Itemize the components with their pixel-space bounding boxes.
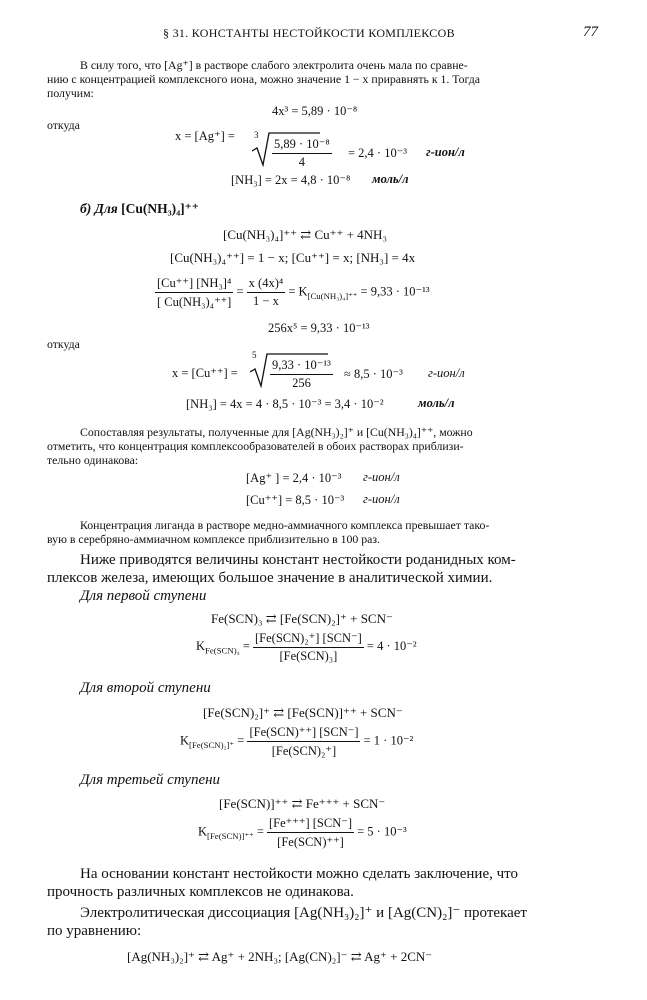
eq9-unit: моль/л — [418, 396, 455, 410]
otkuda-label-1: откуда — [47, 118, 80, 132]
eq6-rhs: = 9,33 · 10⁻¹³ — [360, 284, 430, 299]
eq6-k: = K — [288, 284, 308, 299]
step3-title: Для третьей ступени — [80, 772, 221, 788]
equation-ag-conc: [Ag⁺ ] = 2,4 · 10⁻³ — [246, 471, 342, 485]
eq3-unit: моль/л — [372, 172, 409, 186]
equation-ag-dissoc: [Ag(NH₃)₂]⁺ ⇄ Ag⁺ + 2NH₃; [Ag(CN)₂]⁻ ⇄ Ag⁺ + 2CN⁻ — [127, 949, 433, 964]
eq8-num: 9,33 · 10⁻¹³ — [270, 357, 333, 375]
compare-line-3: тельно одинакова: — [47, 453, 139, 467]
dissoc-line-2: по уравнению: — [47, 923, 142, 939]
equation-x-ag — [175, 128, 235, 144]
step2-title: Для второй ступени — [80, 680, 211, 696]
step2-equation: [Fe(SCN)₂]⁺ ⇄ [Fe(SCN)]⁺⁺ + SCN⁻ — [203, 705, 403, 720]
conclusion-line-1: На основании констант нестойкости можно сделать заключение, что — [80, 866, 519, 882]
step2-num: [Fe(SCN)⁺⁺] [SCN⁻] — [247, 724, 360, 742]
equation-nh3-4x: [NH₃] = 4x = 4 · 8,5 · 10⁻³ = 3,4 · 10⁻² — [186, 397, 384, 411]
step2-den: [Fe(SCN)₂⁺] — [271, 744, 337, 758]
eq2-num: 5,89 · 10⁻⁸ — [272, 136, 332, 154]
step1-den: [Fe(SCN)₃] — [279, 649, 338, 663]
step1-num: [Fe(SCN)₂⁺] [SCN⁻] — [253, 630, 364, 648]
step2-constant: $K_{[Fe(SCN)_2]^+}$ = $\frac{\text{[Fe(SCN)⁺⁺] [SCN⁻]}}{\text{[Fe(SCN)₂⁺]}}$ = 1 · 10⁻² — [180, 725, 414, 758]
step3-equation: [Fe(SCN)]⁺⁺ ⇄ Fe⁺⁺⁺ + SCN⁻ — [219, 796, 386, 811]
equation-4x3: 4x³ = 5,89 · 10⁻⁸ — [272, 104, 358, 118]
fifth-root-index: 5 — [252, 350, 257, 360]
page-number: 77 — [583, 24, 598, 40]
otkuda-label-2: откуда — [47, 337, 80, 351]
eq8-rhs: ≈ 8,5 · 10⁻³ — [344, 367, 403, 381]
step1-equation: Fe(SCN)₃ ⇄ [Fe(SCN)₂]⁺ + SCN⁻ — [211, 611, 393, 626]
cube-root-index: 3 — [254, 130, 259, 140]
eq8-den: 256 — [292, 376, 311, 390]
equation-x-cu: x = [Cu⁺⁺] = — [172, 366, 238, 380]
eq2-fraction — [272, 136, 332, 170]
part-b-label: б) Для [Cu(NH₃)₄]⁺⁺ — [80, 201, 199, 216]
eq8-fraction — [270, 357, 333, 391]
eq10-unit: г-ион/л — [363, 470, 400, 484]
eq2-lhs: x = [Ag⁺] = — [175, 129, 235, 143]
intro-line-1: В силу того, что [Ag⁺] в растворе слабого электролита очень мала по сравне- — [80, 58, 468, 72]
compare-line-2: отметить, что концентрация комплексообразователей в обоих растворах приблизи- — [47, 439, 464, 453]
equation-nh3-2x: [NH₃] = 2x = 4,8 · 10⁻⁸ — [231, 173, 351, 187]
eq6-den2: 1 − x — [253, 294, 279, 308]
equation-cu-conc: [Cu⁺⁺] = 8,5 · 10⁻³ — [246, 493, 345, 507]
step3-num: [Fe⁺⁺⁺] [SCN⁻] — [267, 815, 354, 833]
equation-cu-dissoc: [Cu(NH₃)₄]⁺⁺ ⇄ Cu⁺⁺ + 4NH₃ — [223, 227, 387, 242]
eq2-unit: г-ион/л — [426, 145, 465, 159]
ligand-line-2: вую в серебряно-аммиачном комплексе приблизительно в 100 раз. — [47, 532, 380, 546]
step3-den: [Fe(SCN)⁺⁺] — [277, 835, 344, 849]
equation-cu-constant: $\frac{\text{[Cu⁺⁺] [NH₃]⁴}}{\text{[ Cu(NH₃)₄⁺⁺]}}$ = $\frac{\text{x (4x)⁴}}{1 - x}$ = $K_{[Cu(NH_3)_4]^{++}} = 9,33 \cdot 10^{-13}$ — [157, 276, 430, 309]
compare-line-1: Сопоставляя результаты, полученные для [Ag(NH₃)₂]⁺ и [Cu(NH₃)₄]⁺⁺, можно — [80, 425, 473, 439]
equation-cu-concentrations: [Cu(NH₃)₄⁺⁺] = 1 − x; [Cu⁺⁺] = x; [NH₃] = 4x — [170, 250, 416, 265]
below-line-1: Ниже приводятся величины констант нестойкости роданидных ком- — [80, 552, 516, 568]
step3-constant: $K_{[Fe(SCN)]^{++}}$ = $\frac{\text{[Fe⁺⁺⁺] [SCN⁻]}}{\text{[Fe(SCN)⁺⁺]}}$ = 5 · 10⁻³ — [198, 816, 407, 849]
step1-constant: $K_{Fe(SCN)_3}$ = $\frac{\text{[Fe(SCN)₂⁺] [SCN⁻]}}{\text{[Fe(SCN)₃]}}$ = 4 · 10⁻² — [196, 631, 417, 663]
eq6-den1: [ Cu(NH₃)₄⁺⁺] — [157, 295, 232, 309]
conclusion-line-2: прочность различных комплексов не одинакова. — [47, 884, 354, 900]
eq2-rhs: = 2,4 · 10⁻³ — [348, 146, 408, 160]
eq2-den: 4 — [298, 155, 305, 169]
eq8-unit: г-ион/л — [428, 366, 465, 380]
running-header: § 31. КОНСТАНТЫ НЕСТОЙКОСТИ КОМПЛЕКСОВ — [163, 26, 455, 40]
eq11-unit: г-ион/л — [363, 492, 400, 506]
dissoc-line-1: Электролитическая диссоциация [Ag(NH₃)₂]⁺ и [Ag(CN)₂]⁻ протекает — [80, 905, 527, 921]
ligand-line-1: Концентрация лиганда в растворе медно-аммиачного комплекса превышает тако- — [80, 518, 490, 532]
intro-line-2: нию с концентрацией комплексного иона, можно значение 1 − x приравнять к 1. Тогда — [47, 72, 481, 86]
below-line-2: плексов железа, имеющих большое значение в аналитической химии. — [47, 570, 493, 586]
eq6-num2: x (4x)⁴ — [247, 276, 286, 293]
eq6-ksub: [Cu(NH₃)₄]⁺⁺ — [307, 290, 358, 301]
intro-line-3: получим: — [47, 86, 94, 100]
eq6-num1: [Cu⁺⁺] [NH₃]⁴ — [155, 275, 233, 293]
equation-256x5: 256x⁵ = 9,33 · 10⁻¹³ — [268, 321, 370, 335]
step1-title: Для первой ступени — [80, 588, 207, 604]
